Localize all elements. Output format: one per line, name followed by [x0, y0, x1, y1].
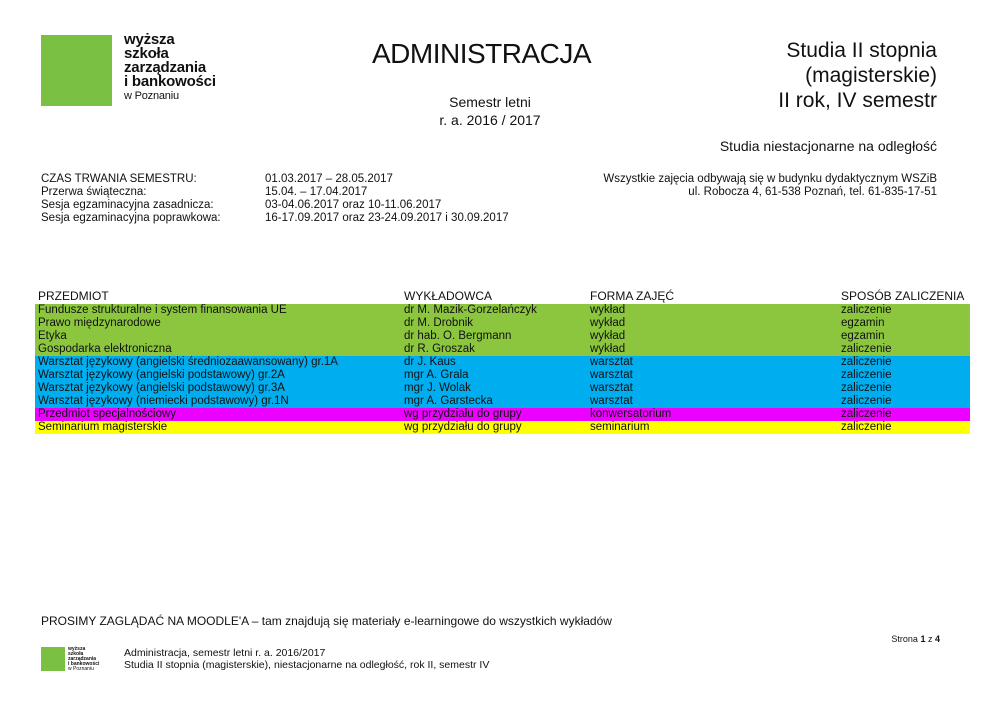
cell-lecturer: dr J. Kaus [404, 356, 456, 368]
cell-subject: Przedmiot specjalnościowy [38, 408, 177, 420]
cell-lecturer: dr M. Drobnik [404, 317, 474, 329]
mini-logo-line: szkoła [68, 651, 84, 657]
header-lecturer: WYKŁADOWCA [404, 289, 493, 303]
table-row [35, 421, 970, 434]
cell-form: wykład [590, 343, 626, 355]
school-logo-text [124, 33, 216, 103]
cell-form: wykład [590, 330, 626, 342]
logo-line: wyższa [124, 31, 175, 48]
info-label: Sesja egzaminacyjna poprawkowa: [41, 212, 221, 224]
info-label: Przerwa świąteczna: [41, 186, 147, 198]
table-row [35, 408, 970, 421]
cell-lecturer: dr R. Groszak [404, 343, 475, 355]
info-value: 15.04. – 17.04.2017 [265, 186, 368, 198]
semester-info [400, 93, 580, 129]
cell-subject: Prawo międzynarodowe [38, 317, 161, 329]
table-row [35, 304, 970, 317]
footer-line: Administracja, semestr letni r. a. 2016/2017 [124, 647, 326, 659]
cell-lecturer: mgr J. Wolak [404, 382, 471, 394]
cell-assessment: zaliczenie [841, 356, 892, 368]
cell-subject: Warsztat językowy (angielski średniozaawansowany) gr.1A [38, 356, 338, 368]
cell-subject: Gospodarka elektroniczna [38, 343, 172, 355]
schedule-table [35, 289, 970, 434]
cell-subject: Warsztat językowy (angielski podstawowy) gr.2A [38, 369, 285, 381]
logo-line: i bankowości [124, 73, 216, 90]
cell-assessment: zaliczenie [841, 304, 892, 316]
footer-line: Studia II stopnia (magisterskie), niestacjonarne na odległość, rok II, semestr IV [124, 659, 490, 671]
mini-logo-line: zarządzania [68, 656, 97, 662]
table-row [35, 343, 970, 356]
info-label: CZAS TRWANIA SEMESTRU: [41, 173, 197, 185]
cell-form: warsztat [590, 395, 633, 407]
cell-subject: Fundusze strukturalne i system finansowania UE [38, 304, 287, 316]
location-info [603, 173, 937, 199]
info-value: 01.03.2017 – 28.05.2017 [265, 173, 393, 185]
header-form: FORMA ZAJĘĆ [590, 289, 675, 303]
info-row [41, 186, 509, 199]
cell-lecturer: mgr A. Garstecka [404, 395, 493, 407]
cell-form: seminarium [590, 421, 650, 433]
info-row [41, 199, 509, 212]
cell-form: wykład [590, 317, 626, 329]
page-total: 4 [934, 634, 940, 644]
study-mode: Studia niestacjonarne na odległość [719, 138, 937, 154]
cell-subject: Seminarium magisterskie [38, 421, 168, 433]
info-value: 03-04.06.2017 oraz 10-11.06.2017 [265, 199, 442, 211]
info-label: Sesja egzaminacyjna zasadnicza: [41, 199, 214, 211]
schedule-body [35, 304, 970, 434]
location-line: Wszystkie zajęcia odbywają się w budynku dydaktycznym WSZiB [603, 173, 937, 185]
cell-form: warsztat [590, 356, 633, 368]
degree-line: Studia II stopnia [786, 39, 937, 62]
cell-lecturer: wg przydziału do grupy [404, 421, 522, 433]
info-row [41, 212, 509, 225]
moodle-note: PROSIMY ZAGLĄDAĆ NA MOODLE'A – tam znajdują się materiały e-learningowe do wszystkich wykładów [41, 614, 612, 628]
page-title: ADMINISTRACJA [372, 38, 592, 69]
cell-subject: Warsztat językowy (angielski podstawowy) gr.3A [38, 382, 285, 394]
table-row [35, 369, 970, 382]
mini-logo-line: w Poznaniu [68, 666, 94, 672]
mini-logo-line: i bankowości [68, 661, 100, 667]
degree-line: II rok, IV semestr [778, 89, 937, 112]
cell-assessment: zaliczenie [841, 421, 892, 433]
table-row [35, 395, 970, 408]
cell-form: warsztat [590, 382, 633, 394]
table-row [35, 382, 970, 395]
page-prefix: Strona [891, 634, 918, 644]
mini-logo-line: wyższa [68, 646, 86, 652]
logo-line: szkoła [124, 45, 169, 62]
degree-line: (magisterskie) [805, 64, 937, 87]
cell-assessment: zaliczenie [841, 395, 892, 407]
cell-form: wykład [590, 304, 626, 316]
logo-city: w Poznaniu [124, 90, 179, 102]
cell-form: warsztat [590, 369, 633, 381]
page-number [891, 634, 940, 644]
table-header-row [35, 289, 970, 304]
academic-year: r. a. 2016 / 2017 [439, 112, 541, 128]
cell-assessment: egzamin [841, 317, 885, 329]
degree-info [637, 38, 937, 113]
table-row [35, 330, 970, 343]
page-of: z [927, 634, 933, 644]
footer-logo-square [41, 647, 65, 671]
cell-lecturer: dr M. Mazik-Gorzelańczyk [404, 304, 537, 316]
school-logo-square [41, 35, 112, 106]
footer-text [124, 647, 489, 671]
info-value: 16-17.09.2017 oraz 23-24.09.2017 i 30.09.2017 [265, 212, 509, 224]
cell-subject: Etyka [38, 330, 67, 342]
cell-assessment: egzamin [841, 330, 885, 342]
semester-label: Semestr letni [449, 94, 531, 110]
cell-assessment: zaliczenie [841, 343, 892, 355]
header-assessment: SPOSÓB ZALICZENIA [841, 289, 965, 303]
table-row [35, 317, 970, 330]
cell-lecturer: dr hab. O. Bergmann [404, 330, 512, 342]
location-line: ul. Robocza 4, 61-538 Poznań, tel. 61-835-17-51 [688, 186, 937, 198]
cell-form: konwersatorium [590, 408, 672, 420]
semester-dates [41, 173, 509, 225]
cell-subject: Warsztat językowy (niemiecki podstawowy) gr.1N [38, 395, 289, 407]
cell-assessment: zaliczenie [841, 408, 892, 420]
page-current: 1 [920, 634, 926, 644]
logo-line: zarządzania [124, 59, 206, 76]
header-subject: PRZEDMIOT [38, 289, 109, 303]
cell-assessment: zaliczenie [841, 369, 892, 381]
footer-logo-text [68, 647, 99, 672]
cell-lecturer: wg przydziału do grupy [404, 408, 522, 420]
cell-assessment: zaliczenie [841, 382, 892, 394]
info-row [41, 173, 509, 186]
table-row [35, 356, 970, 369]
cell-lecturer: mgr A. Grala [404, 369, 469, 381]
